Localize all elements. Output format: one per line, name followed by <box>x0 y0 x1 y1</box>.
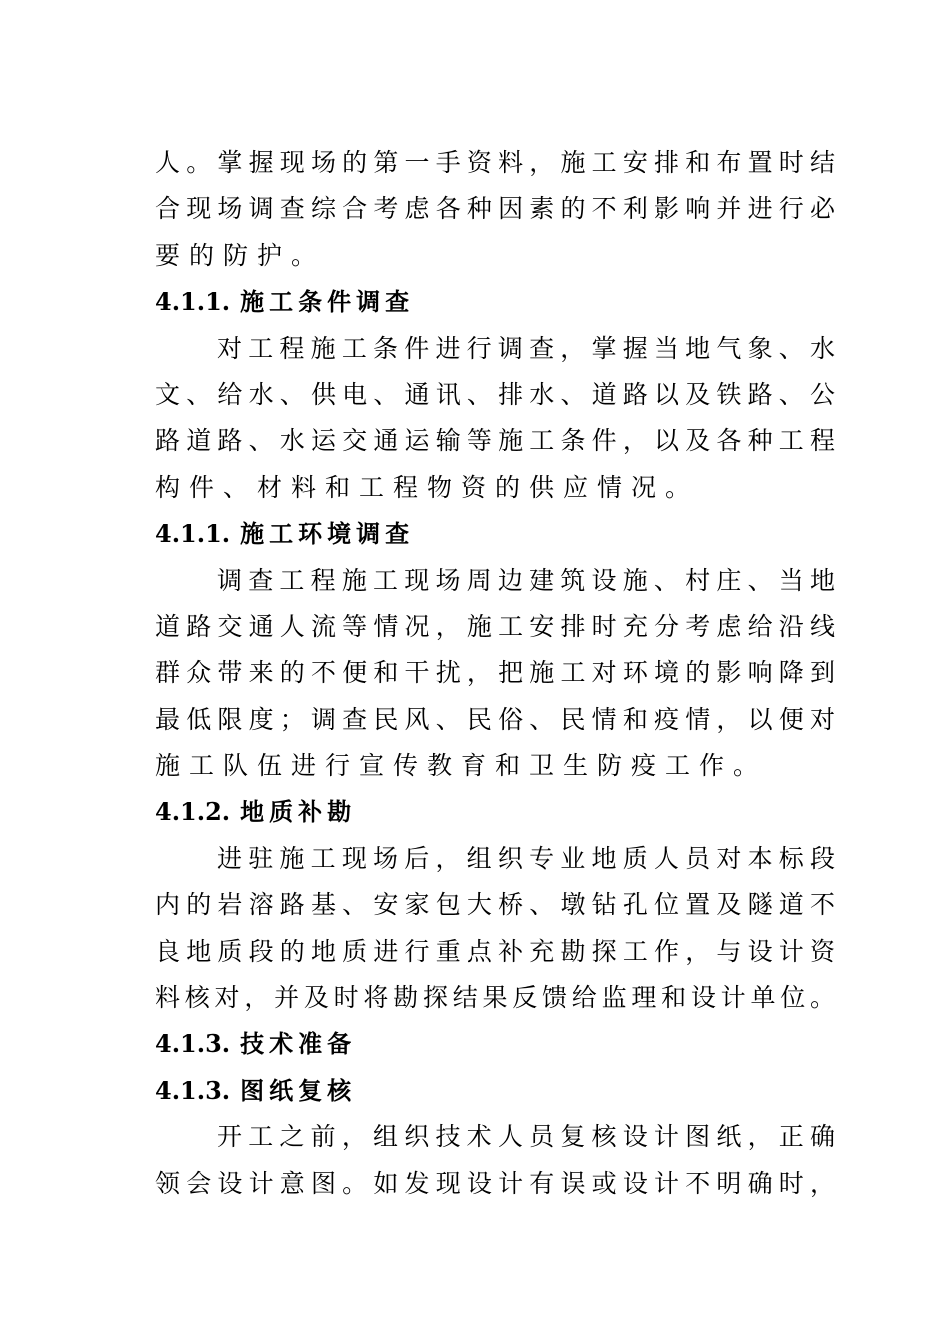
text-line: 料核对，并及时将勘探结果反馈给监理和设计单位。 <box>155 983 835 1013</box>
section-number: 4.1.1. <box>155 287 231 317</box>
section-number: 4.1.2. <box>155 797 231 827</box>
text-line: 内的岩溶路基、安家包大桥、墩钻孔位置及隧道不 <box>155 890 835 920</box>
paragraph <box>155 326 835 512</box>
text-line: 调查工程施工现场周边建筑设施、村庄、当地 <box>217 565 835 595</box>
text-line: 进驻施工现场后，组织专业地质人员对本标段 <box>217 843 835 873</box>
document-page <box>155 140 835 1207</box>
text-line: 人。掌握现场的第一手资料，施工安排和布置时结 <box>155 148 835 177</box>
section-title: 技术准备 <box>240 1029 357 1059</box>
text-line: 道路交通人流等情况，施工安排时充分考虑给沿线 <box>155 611 835 641</box>
section-heading <box>155 511 835 557</box>
section-number: 4.1.3. <box>155 1075 231 1105</box>
text-line: 领会设计意图。如发现设计有误或设计不明确时， <box>155 1168 835 1198</box>
paragraph <box>155 558 835 790</box>
text-line: 良地质段的地质进行重点补充勘探工作，与设计资 <box>155 936 835 966</box>
section-heading <box>155 1068 835 1114</box>
text-line: 文、给水、供电、通讯、排水、道路以及铁路、公 <box>155 379 835 409</box>
text-line: 施工队伍进行宣传教育和卫生防疫工作。 <box>155 751 768 781</box>
section-number: 4.1.3. <box>155 1029 231 1059</box>
section-number: 4.1.1. <box>155 519 231 549</box>
text-line: 要的防护。 <box>155 240 326 270</box>
text-line: 合现场调查综合考虑各种因素的不利影响并进行必 <box>155 194 835 224</box>
section-heading <box>155 1021 835 1067</box>
section-title: 地质补勘 <box>240 797 357 827</box>
paragraph <box>155 140 835 279</box>
section-title: 施工环境调查 <box>240 519 415 549</box>
section-heading <box>155 279 835 325</box>
text-line: 对工程施工条件进行调查，掌握当地气象、水 <box>217 333 835 363</box>
section-title: 施工条件调查 <box>240 287 415 317</box>
text-line: 路道路、水运交通运输等施工条件，以及各种工程 <box>155 426 835 456</box>
text-line: 开工之前，组织技术人员复核设计图纸，正确 <box>217 1122 835 1152</box>
paragraph <box>155 836 835 1022</box>
text-line: 最低限度；调查民风、民俗、民情和疫情，以便对 <box>155 704 835 734</box>
text-line: 构件、材料和工程物资的供应情况。 <box>155 472 700 502</box>
section-heading <box>155 789 835 835</box>
section-title: 图纸复核 <box>240 1075 357 1105</box>
text-line: 群众带来的不便和干扰，把施工对环境的影响降到 <box>155 658 835 688</box>
paragraph <box>155 1114 835 1207</box>
